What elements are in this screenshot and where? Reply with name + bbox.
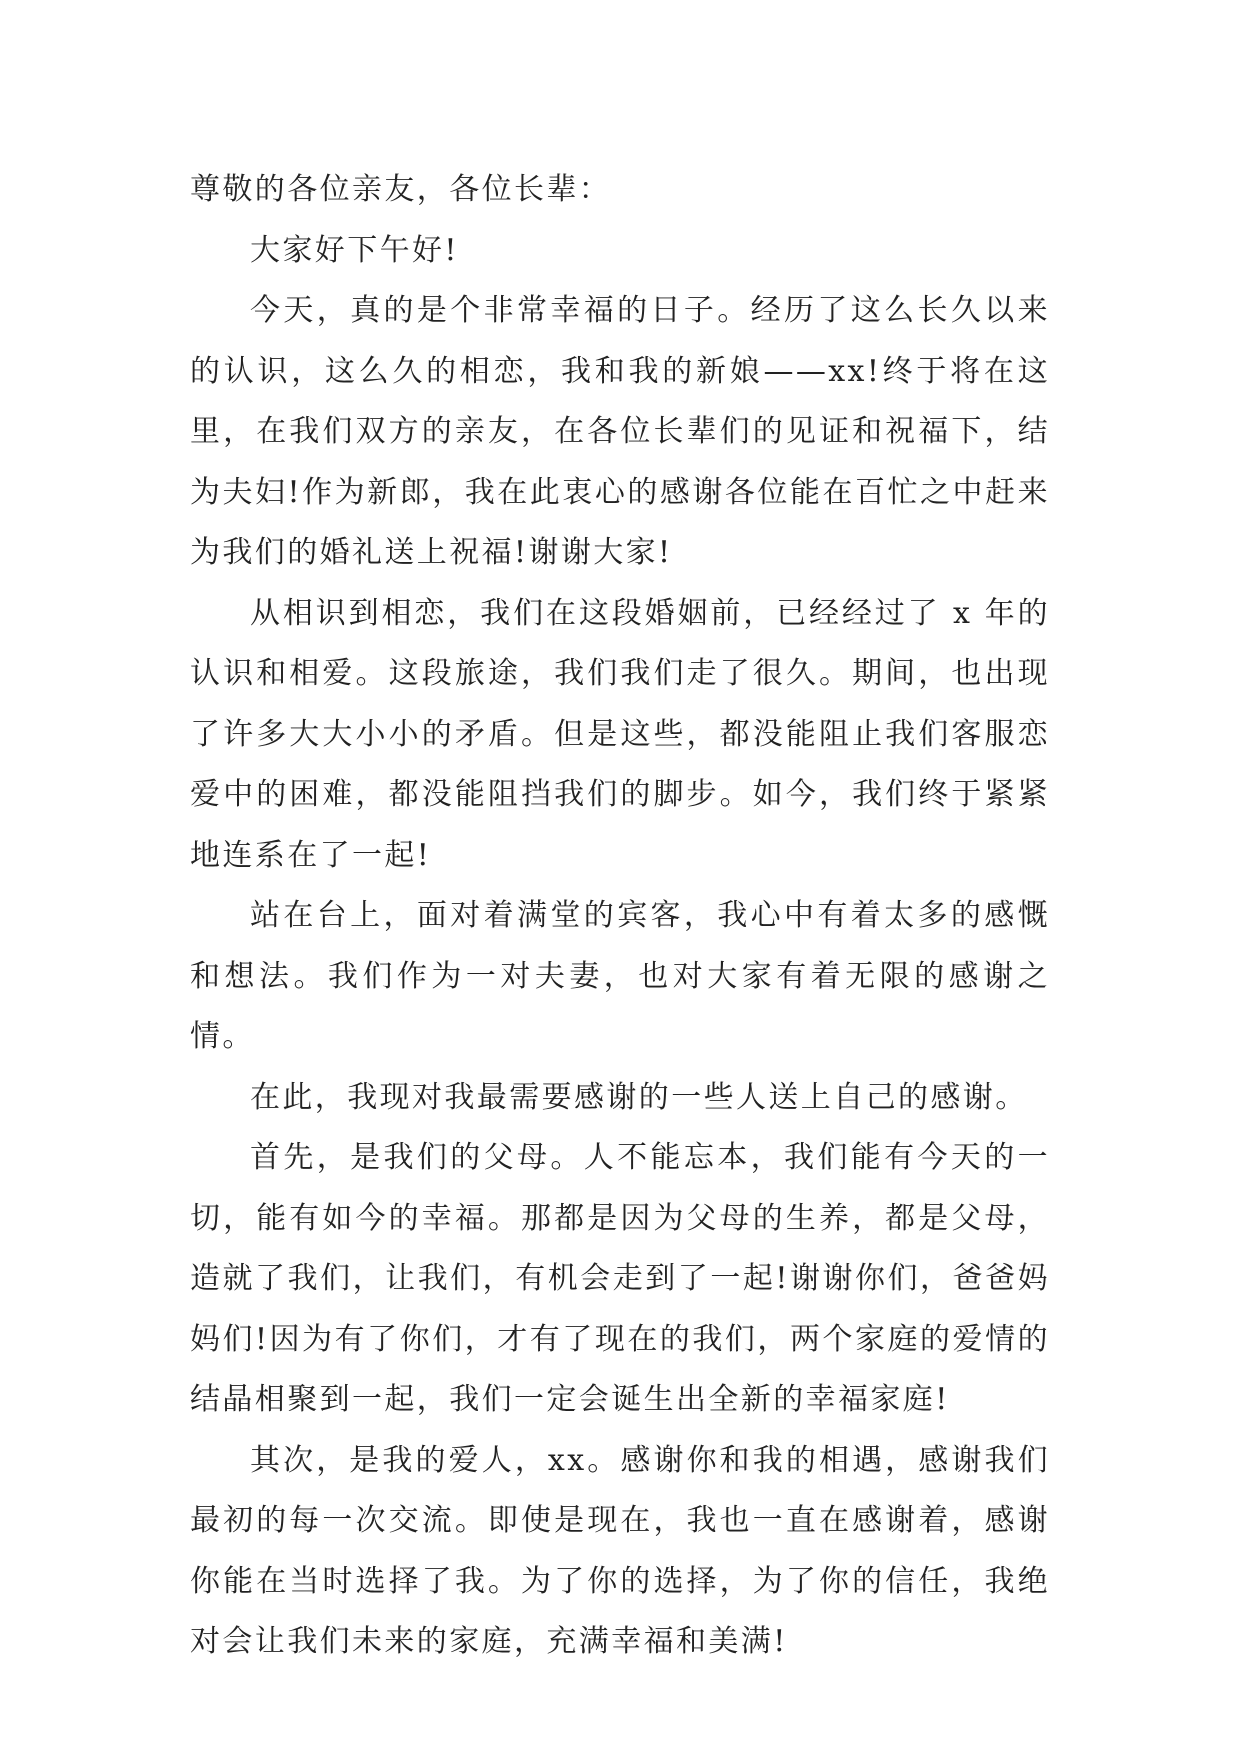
speech-body — [190, 160, 1050, 1673]
paragraph-greeting: 大家好下午好! — [250, 232, 459, 268]
paragraph-journey: 从相识到相恋，我们在这段婚姻前，已经经过了 x 年的认识和相爱。这段旅途，我们我们走了很久。期间，也出现了许多大大小小的矛盾。但是这些，都没能阻止我们客服恋爱中的困难，都没能阻挡我们的脚步。如今，我们终于紧紧地连系在了一起! — [190, 595, 1050, 873]
paragraph-on-stage: 站在台上，面对着满堂的宾客，我心中有着太多的感慨和想法。我们作为一对夫妻，也对大家有着无限的感谢之情。 — [190, 898, 1050, 1054]
paragraph-parents: 首先，是我们的父母。人不能忘本，我们能有今天的一切，能有如今的幸福。那都是因为父母的生养，都是父母，造就了我们，让我们，有机会走到了一起!谢谢你们，爸爸妈妈们!因为有了你们，才有了现在的我们，两个家庭的爱情的结晶相聚到一起，我们一定会诞生出全新的幸福家庭! — [190, 1140, 1050, 1417]
paragraph-spouse: 其次，是我的爱人，xx。感谢你和我的相遇，感谢我们最初的每一次交流。即使是现在，我也一直在感谢着，感谢你能在当时选择了我。为了你的选择，为了你的信任，我绝对会让我们未来的家庭，充满幸福和美满! — [190, 1442, 1050, 1659]
salutation: 尊敬的各位亲友，各位长辈： — [190, 172, 612, 207]
paragraph-today: 今天，真的是个非常幸福的日子。经历了这么长久以来的认识，这么久的相恋，我和我的新娘——xx!终于将在这里，在我们双方的亲友，在各位长辈们的见证和祝福下，结为夫妇!作为新郎，我在此衷心的感谢各位能在百忙之中赶来为我们的婚礼送上祝福!谢谢大家! — [190, 293, 1050, 570]
paragraph-thanks-intro: 在此，我现对我最需要感谢的一些人送上自己的感谢。 — [250, 1079, 1028, 1115]
